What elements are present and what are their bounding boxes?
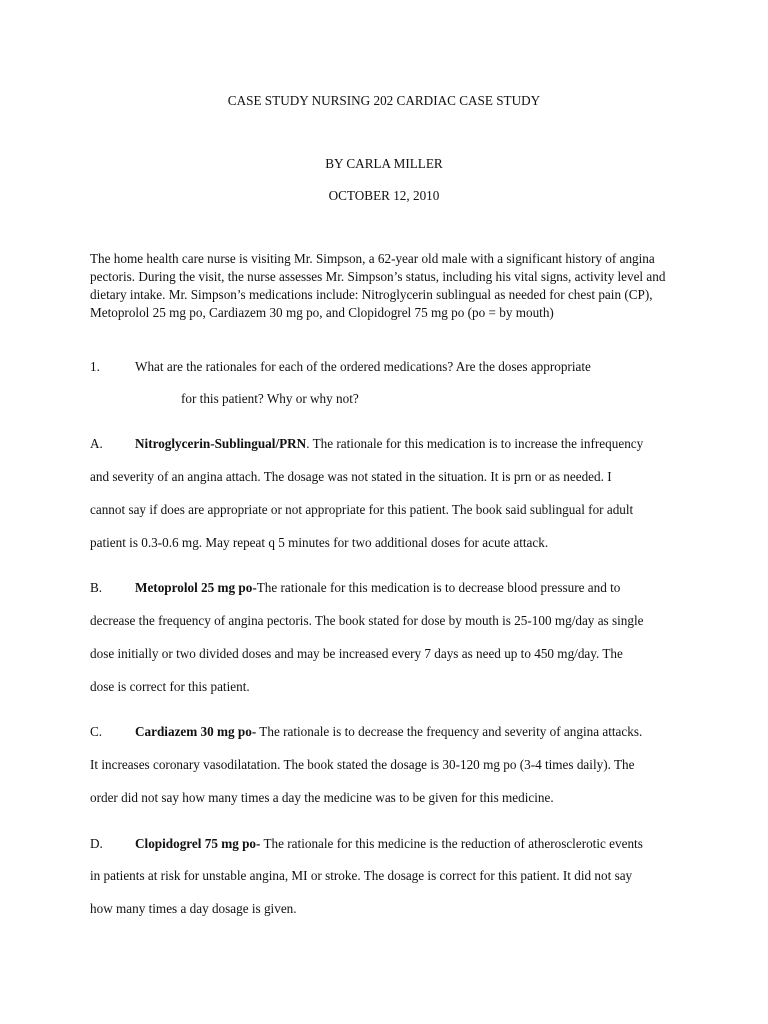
answer-c-line-2: It increases coronary vasodilatation. The book stated the dosage is 30-120 mg po (3-4 times daily). The <box>90 757 635 772</box>
answer-b-line-3: dose initially or two divided doses and may be increased every 7 days as need up to 450 mg/day. The <box>90 646 623 661</box>
answer-d-first-text: The rationale for this medicine is the reduction of atherosclerotic events <box>260 836 643 851</box>
intro-paragraph: The home health care nurse is visiting Mr. Simpson, a 62-year old male with a significant history of angina pectoris. During the visit, the nurse assesses Mr. Simpson’s status, including his vital signs, activity level and dietary intake. Mr. Simpson’s medications include: Nitroglycerin sublingual as needed for chest pain (CP), Metoprolol 25 mg po, Cardiazem 30 mg po, and Clopidogrel 75 mg po (po = by mouth) <box>90 251 666 320</box>
answer-a-heading: Nitroglycerin-Sublingual/PRN <box>135 436 307 451</box>
answer-d-line-2: in patients at risk for unstable angina, MI or stroke. The dosage is correct for this patient. It did not say <box>90 868 633 883</box>
answer-d-letter: D. <box>90 836 103 851</box>
document-title: CASE STUDY NURSING 202 CARDIAC CASE STUDY <box>227 93 541 108</box>
answer-b-letter: B. <box>90 580 103 595</box>
question-number: 1. <box>90 359 100 374</box>
question-line-1: What are the rationales for each of the ordered medications? Are the doses appropriate <box>135 359 591 374</box>
answer-b-first-text: The rationale for this medication is to decrease blood pressure and to <box>256 580 621 595</box>
answer-a-line-2: and severity of an angina attach. The dosage was not stated in the situation. It is prn or as needed. I <box>90 469 612 484</box>
answer-b-line-2: decrease the frequency of angina pectoris. The book stated for dose by mouth is 25-100 mg/day as single <box>90 613 644 628</box>
answer-a-first-line <box>135 436 643 452</box>
answer-c-line-3: order did not say how many times a day the medicine was to be given for this medicine. <box>90 790 554 805</box>
answer-b-line-4: dose is correct for this patient. <box>90 679 250 694</box>
answer-b-first-line <box>135 580 620 596</box>
answer-d-line-3: how many times a day dosage is given. <box>90 901 297 916</box>
answer-a-line-4: patient is 0.3-0.6 mg. May repeat q 5 minutes for two additional doses for acute attack. <box>90 535 549 550</box>
answer-c-first-text: The rationale is to decrease the frequency and severity of angina attacks. <box>256 724 643 739</box>
answer-a-first-text: . The rationale for this medication is to increase the infrequency <box>306 436 644 451</box>
answer-d-first-line <box>135 836 643 852</box>
answer-c-first-line <box>135 724 642 740</box>
answer-b-heading: Metoprolol 25 mg po- <box>135 580 257 595</box>
answer-c-letter: C. <box>90 724 103 739</box>
answer-c-heading: Cardiazem 30 mg po- <box>135 724 257 739</box>
answer-a-line-3: cannot say if does are appropriate or not appropriate for this patient. The book said sublingual for adult <box>90 502 634 517</box>
answer-d-heading: Clopidogrel 75 mg po- <box>135 836 261 851</box>
question-line-2: for this patient? Why or why not? <box>181 391 359 406</box>
answer-a-letter: A. <box>90 436 103 451</box>
date-line: OCTOBER 12, 2010 <box>328 188 440 203</box>
author-line: BY CARLA MILLER <box>325 156 443 171</box>
